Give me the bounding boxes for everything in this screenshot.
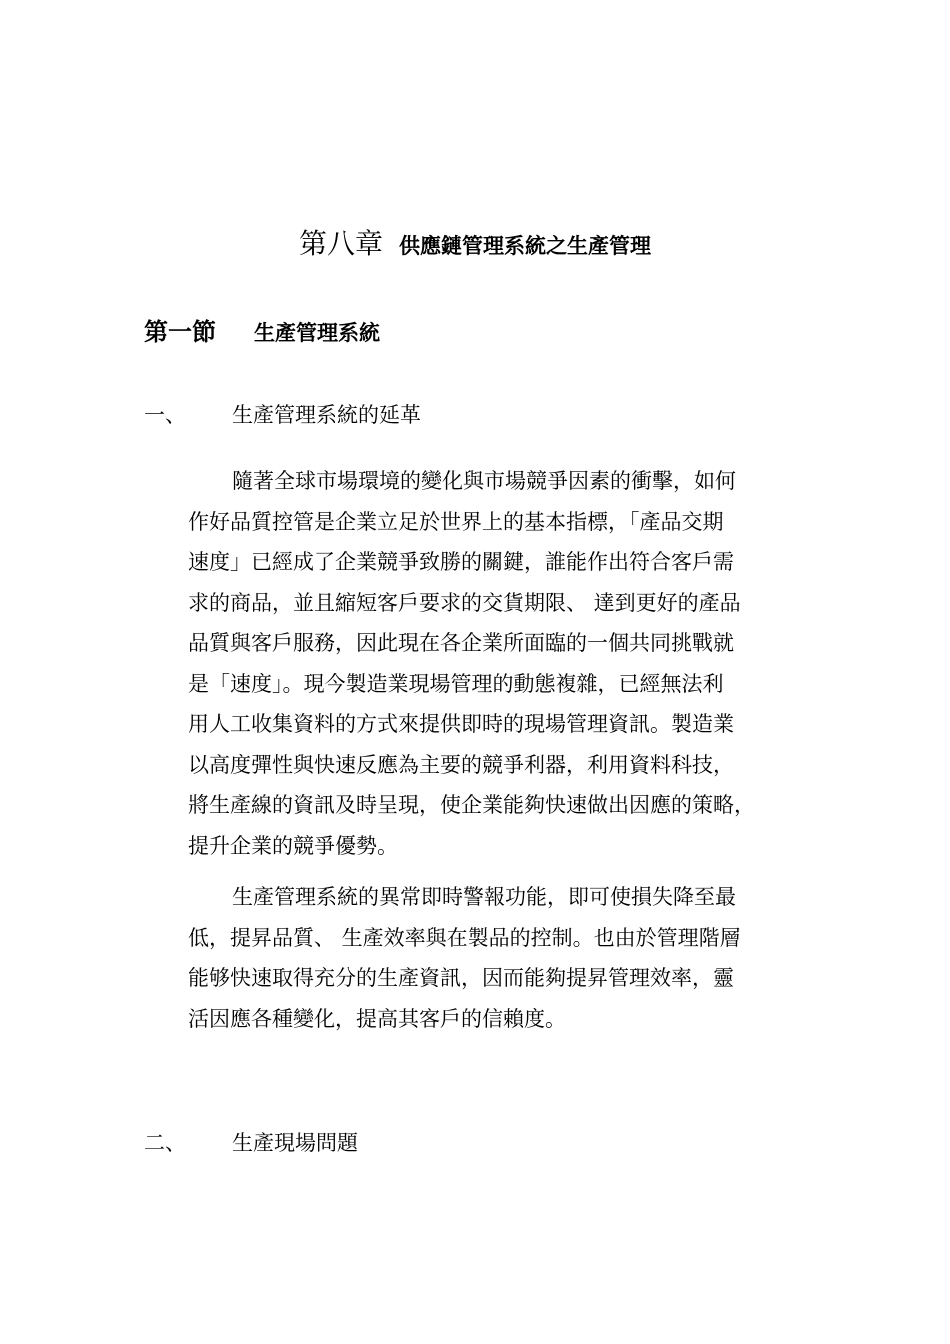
paragraph-line: 活因應各種變化，提高其客戶的信賴度。 [188, 1006, 566, 1031]
section-number: 第一節 [144, 318, 216, 346]
item-heading-2 [144, 1127, 358, 1157]
paragraph-line: 速度」已經成了企業競爭致勝的關鍵，誰能作出符合客戶需 [188, 550, 734, 574]
paragraph-line: 品質與客戶服務，因此現在各企業所面臨的一個共同挑戰就 [188, 631, 734, 655]
chapter-number: 第八章 [298, 227, 383, 260]
paragraph-line: 以高度彈性與快速反應為主要的競爭利器，利用資料科技， [188, 752, 734, 777]
paragraph-line: 用人工收集資料的方式來提供即時的現場管理資訊。製造業 [188, 712, 734, 736]
paragraph-line: 是「速度」。現今製造業現場管理的動態複雜，已經無法利 [188, 671, 724, 696]
item-title: 生產管理系統的延革 [232, 403, 421, 427]
paragraph-line: 作好品質控管是企業立足於世界上的基本指標，「產品交期 [188, 509, 724, 534]
paragraph-line: 提升企業的競爭優勢。 [188, 833, 398, 858]
paragraph-line: 隨著全球市場環境的變化與市場競爭因素的衝擊，如何 [232, 469, 736, 493]
section-heading [144, 312, 380, 347]
section-name: 生產管理系統 [254, 321, 380, 345]
chapter-title [0, 222, 950, 262]
paragraph-2 [188, 877, 808, 1039]
chapter-name: 供應鏈管理系統之生產管理 [399, 234, 651, 258]
item-title: 生產現場問題 [232, 1131, 358, 1155]
item-number: 一、 [144, 403, 186, 427]
paragraph-line: 生產管理系統的異常即時警報功能，即可使損失降至最 [232, 885, 736, 909]
paragraph-line: 將生產線的資訊及時呈現，使企業能夠快速做出因應的策略， [188, 793, 755, 817]
paragraph-line: 求的商品，並且縮短客戶要求的交貨期限、 達到更好的產品 [188, 590, 741, 615]
paragraph-line: 能够快速取得充分的生產資訊，因而能夠提昇管理效率，靈 [188, 966, 734, 990]
paragraph-line: 低，提昇品質、 生產效率與在製品的控制。也由於管理階層 [188, 925, 741, 950]
item-number: 二、 [144, 1131, 186, 1155]
item-heading-1 [144, 399, 421, 429]
paragraph-1 [188, 461, 808, 866]
